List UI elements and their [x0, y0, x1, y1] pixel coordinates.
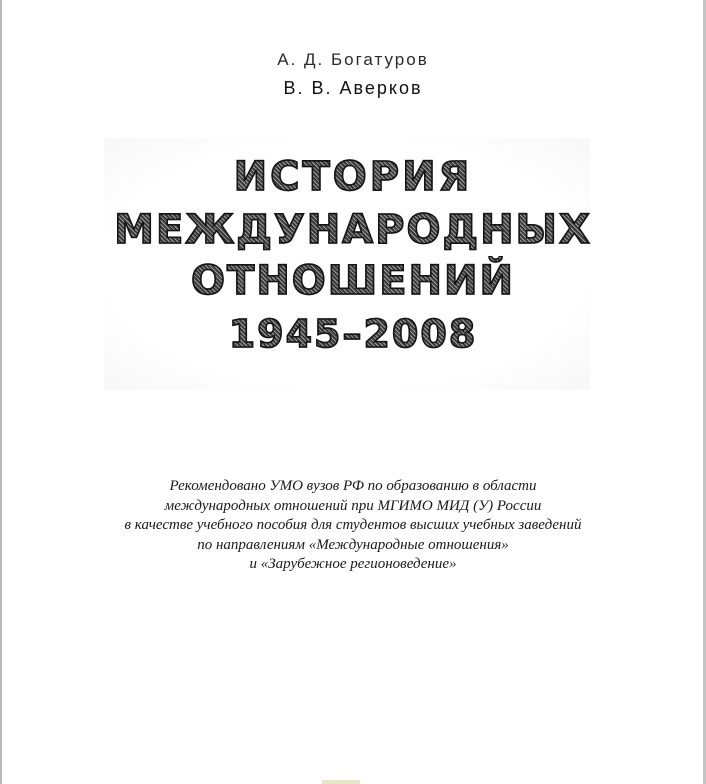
book-title-line-2: МЕЖДУНАРОДНЫХ [0, 207, 706, 253]
author-name-1: А. Д. Богатуров [277, 50, 429, 69]
author-name-2: В. В. Аверков [283, 78, 423, 98]
recommendation-line: в качестве учебного пособия для студентов высших учебных заведений [124, 517, 582, 533]
recommendation-note [0, 477, 706, 575]
recommendation-line: международных отношений при МГИМО МИД (У) России [164, 497, 542, 514]
book-title-years: 1945–2008 [0, 312, 706, 356]
book-title-line-1: ИСТОРИЯ [0, 154, 706, 200]
page-edge-left [0, 0, 2, 784]
recommendation-line: по направлениям «Международные отношения» [197, 536, 509, 553]
recommendation-line: и «Зарубежное регионоведение» [249, 556, 457, 572]
book-title-line-3: ОТНОШЕНИЙ [0, 258, 706, 304]
recommendation-line: Рекомендовано УМО вузов РФ по образованию в области [169, 478, 537, 494]
scan-mark [322, 780, 360, 784]
